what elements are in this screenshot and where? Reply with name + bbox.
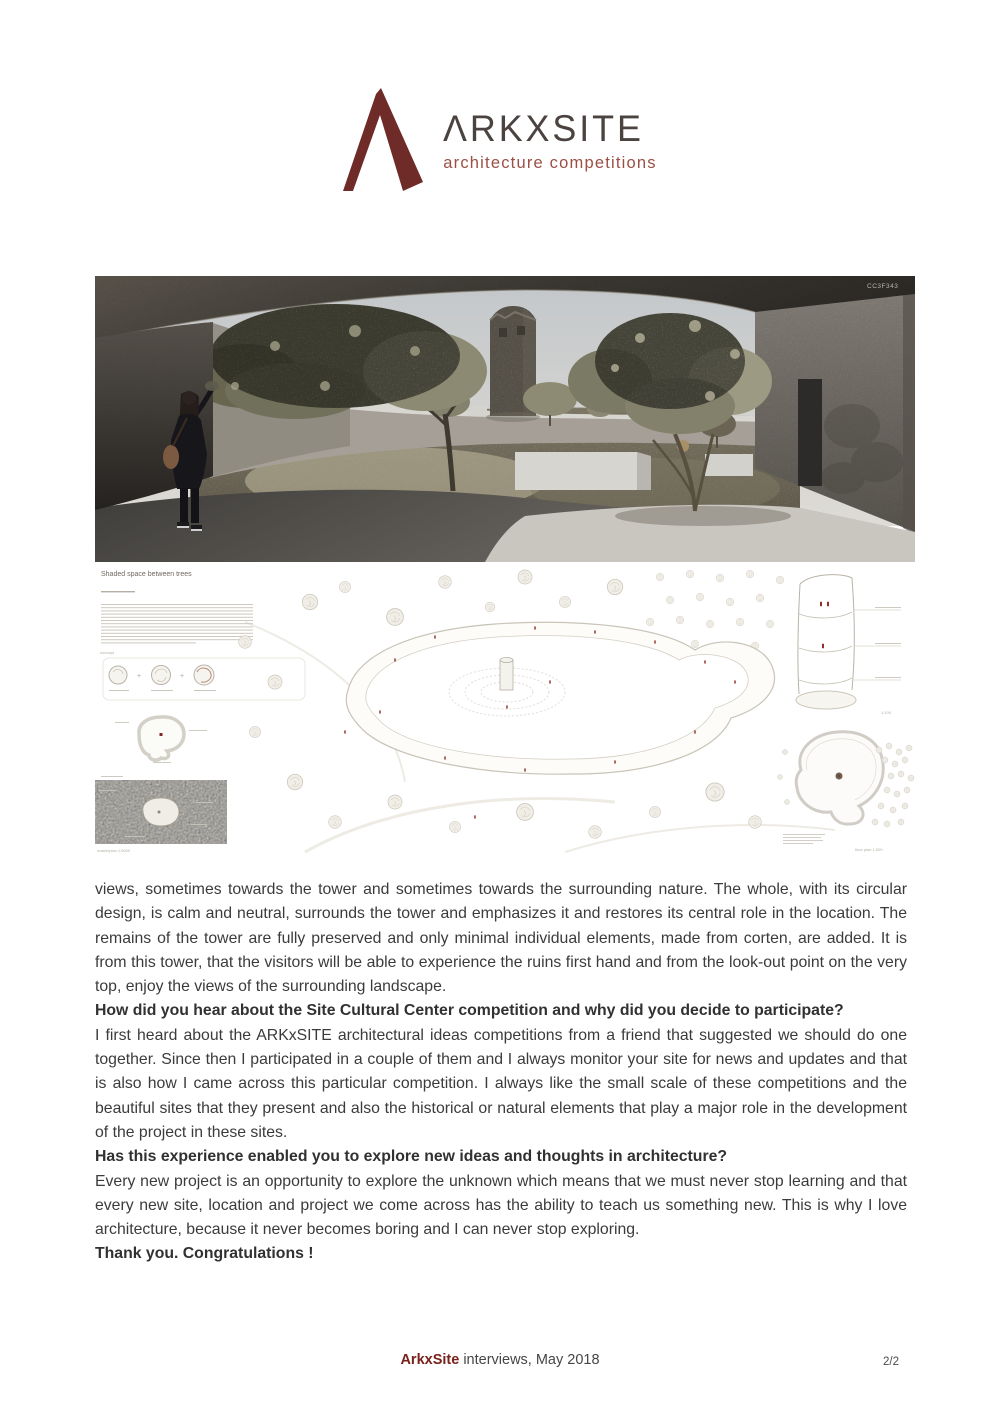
svg-text:+: + [137,673,142,680]
interview-answer-1: I first heard about the ARKxSITE architectural ideas competitions from a friend that suggested we should do one together. Since then I participated in a couple of them and I always monitor your site for news and updates and that is also how I came across this particular competition. I always like the small scale of these competitions and the beautiful sites that they present and also the historical or natural elements that play a major role in the development of the project in these sites. [95,1026,907,1141]
architectural-render-image [95,276,915,562]
board-title: Shaded space between trees [101,571,192,578]
tower-window [517,326,525,335]
arkxsite-logo-text [443,88,656,173]
interview-answer-2: Every new project is an opportunity to explore the unknown which means that we must never stop learning and that every new site, location and project we come across has the ability to teach us something new. This is why I love architecture, because it never becomes boring and I can never stop exploring. [95,1172,907,1239]
arkxsite-masthead [0,88,1000,204]
logo-tagline: architecture competitions [443,154,657,172]
logo-wordmark: ΛRKXSITE [443,108,645,149]
interview-question-2: Has this experience enabled you to explore new ideas and thoughts in architecture? [95,1148,728,1166]
render-scene [95,276,915,562]
footer-brand: ArkxSite [400,1352,460,1368]
masterplan-map [95,780,227,853]
competition-board-image [95,562,915,855]
doorway-opening [798,379,822,486]
svg-text:+: + [180,673,185,680]
interview-article [95,878,907,1267]
interview-paragraph-1: views, sometimes towards the tower and sometimes towards the surrounding nature. The whole, with its circular design, is calm and neutral, surrounds the tower and emphasizes it and restores its central role in the location. The remains of the tower are fully preserved and only minimal individual elements, made from corten, are added. It is from this tower, that the visitors will be able to experience the ruins first hand and from the look-out point on the very top, enjoy the views of the surrounding landscape. [95,881,907,996]
concept-label: concept [100,650,115,655]
closing-line: Thank you. Congratulations ! [95,1245,314,1263]
tower-axo-caption: 1:100 [881,710,892,715]
tower-window [499,328,507,337]
site-plan-caption: floor plan 1:500 [855,847,883,852]
footer-credit [0,1352,1000,1368]
page-number: 2/2 [883,1356,899,1368]
arkxsite-logo-mark-icon [343,88,423,194]
masterplan-caption: masterplan 1:5000 [97,848,131,853]
shoulder-bag [163,445,179,469]
board-drawing [95,562,915,855]
tower-marker [160,733,163,736]
plan-tower [500,658,513,691]
footer-credit-text: interviews, May 2018 [459,1352,600,1368]
render-code-label: CC3F343 [867,283,899,290]
interview-question-1: How did you hear about the Site Cultural Center competition and why did you decide to participate? [95,1002,844,1020]
